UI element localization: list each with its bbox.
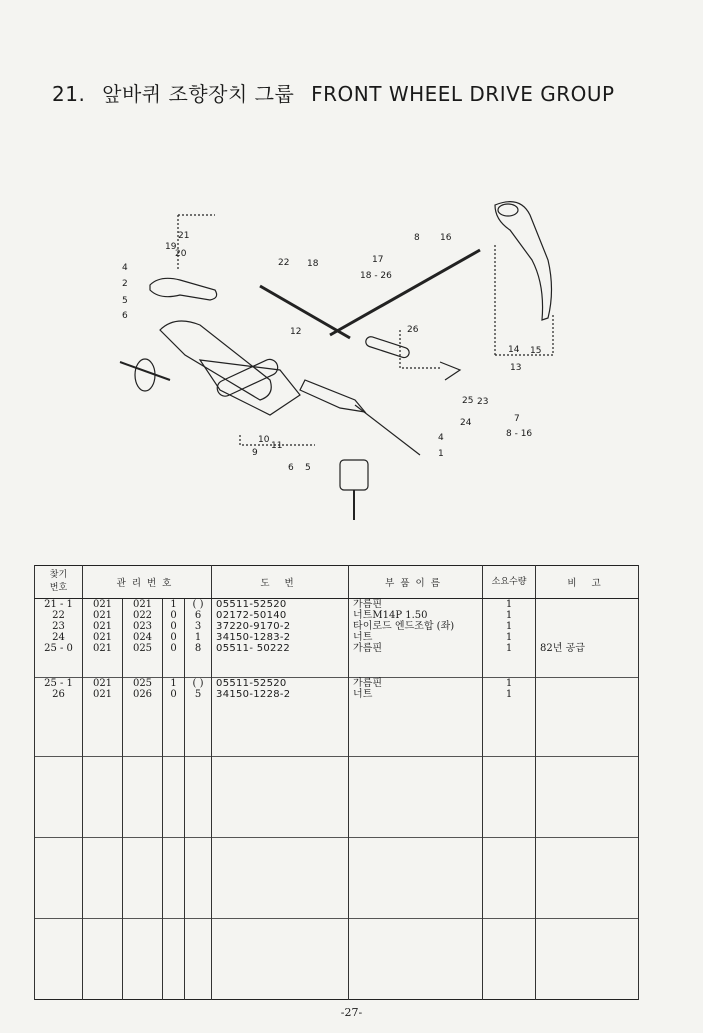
tie-rod-end xyxy=(365,335,411,358)
kingpin-housing xyxy=(340,460,368,490)
svg-text:22: 22 xyxy=(278,258,290,268)
svg-text:8 - 16: 8 - 16 xyxy=(506,429,533,439)
hub xyxy=(135,359,155,391)
tie-rod-right xyxy=(330,250,480,335)
svg-text:15: 15 xyxy=(530,346,542,356)
svg-text:23: 23 xyxy=(477,397,489,407)
table-row: 25 - 1 26 021 021 025 026 1 0 ( ) 5 05511-52520 34150-1228-2 가름핀 너트 1 1 xyxy=(35,678,639,757)
header-index: 찾기 번호 xyxy=(35,566,83,599)
svg-text:26: 26 xyxy=(407,325,419,335)
svg-text:11: 11 xyxy=(271,441,283,451)
svg-text:12: 12 xyxy=(290,327,302,337)
table-row-empty xyxy=(35,919,639,1000)
header-quantity: 소요수량 xyxy=(483,566,536,599)
svg-text:7: 7 xyxy=(514,414,520,424)
svg-text:20: 20 xyxy=(175,249,187,259)
svg-text:18: 18 xyxy=(307,259,319,269)
table-row: 21 - 1 22 23 24 25 - 0 021 021 021 021 021 021 022 023 024 025 1 0 0 0 0 ( ) 6 3 1 8 05511-52520 02172-50140 37220-9170-2 34150-1283-2 05511- 50222 가름핀 너트M14P 1.50 타이로드 엔드조합 (좌) 너트 가름핀 1 1 1 1 1 82년 공급 xyxy=(35,599,639,678)
svg-text:21: 21 xyxy=(178,231,190,241)
svg-text:25: 25 xyxy=(462,396,474,406)
svg-text:10: 10 xyxy=(258,435,270,445)
header-part-name: 부품이름 xyxy=(349,566,483,599)
svg-text:2: 2 xyxy=(122,279,128,289)
svg-text:4: 4 xyxy=(438,433,444,443)
pitman-arm xyxy=(495,202,552,320)
table-row-empty xyxy=(35,838,639,919)
svg-text:5: 5 xyxy=(305,463,311,473)
title-english: FRONT WHEEL DRIVE GROUP xyxy=(311,82,615,106)
svg-text:17: 17 xyxy=(372,255,384,265)
lower-arm xyxy=(300,380,365,412)
table-row-empty xyxy=(35,757,639,838)
svg-text:13: 13 xyxy=(510,363,522,373)
svg-text:14: 14 xyxy=(508,345,520,355)
diagram-drawing xyxy=(100,190,620,525)
exploded-parts-diagram xyxy=(100,190,620,525)
svg-text:5: 5 xyxy=(122,296,128,306)
page-title xyxy=(52,78,625,107)
header-remark: 비 고 xyxy=(536,566,639,599)
svg-text:4: 4 xyxy=(122,263,128,273)
header-drawing-number: 도 번 xyxy=(212,566,349,599)
svg-text:18 - 26: 18 - 26 xyxy=(360,271,392,281)
svg-text:19: 19 xyxy=(165,242,177,252)
svg-text:24: 24 xyxy=(460,418,472,428)
title-number: 21. xyxy=(52,82,86,106)
svg-text:6: 6 xyxy=(122,311,128,321)
axle-housing xyxy=(160,321,271,400)
title-korean: 앞바퀴 조향장치 그룹 xyxy=(102,82,295,106)
knuckle-arm xyxy=(150,278,217,300)
parts-table xyxy=(34,565,639,1000)
svg-text:1: 1 xyxy=(438,449,444,459)
header-mgmt-number: 관리번호 xyxy=(83,566,212,599)
svg-text:16: 16 xyxy=(440,233,452,243)
svg-text:8: 8 xyxy=(414,233,420,243)
svg-text:9: 9 xyxy=(252,448,258,458)
page-number: -27- xyxy=(340,1006,363,1019)
svg-text:6: 6 xyxy=(288,463,294,473)
